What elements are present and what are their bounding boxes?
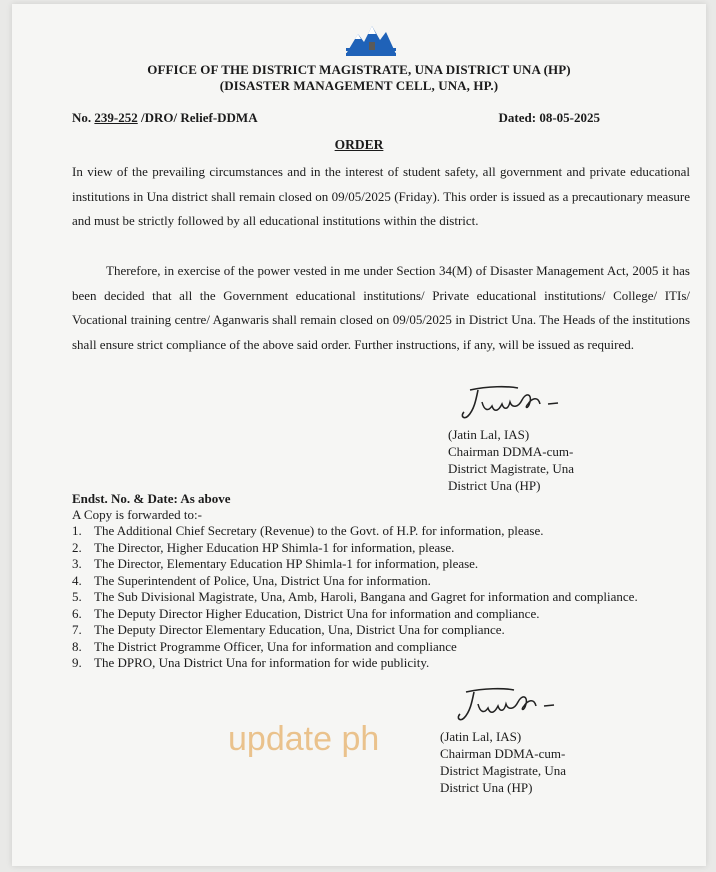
list-item-number: 1. (72, 523, 82, 538)
list-item-number: 4. (72, 572, 82, 588)
list-item-text: The Deputy Director Higher Education, District Una for information and compliance. (94, 605, 540, 621)
office-title: OFFICE OF THE DISTRICT MAGISTRATE, UNA DISTRICT UNA (HP) (147, 62, 571, 77)
order-document (12, 4, 706, 866)
endorsement-heading: Endst. No. & Date: As above (72, 491, 231, 506)
list-item (72, 540, 690, 557)
signature-image (448, 382, 578, 422)
signatory-name: (Jatin Lal, IAS) (440, 729, 522, 744)
distribution-list (72, 523, 690, 672)
list-item-text: The Director, Higher Education HP Shimla-1 for information, please. (94, 539, 455, 555)
list-item-number: 7. (72, 622, 82, 637)
order-paragraph: In view of the prevailing circumstances and in the interest of student safety, all government and private educational institutions in Una district shall remain closed on 09/05/2025 (Friday). This order is issued as a precautionary measure and must be strictly followed by all educational institutions within the district. (72, 164, 690, 228)
list-item-text: The Deputy Director Elementary Education, Una, District Una for compliance. (94, 622, 505, 637)
signatory-block (440, 728, 566, 796)
signatory-designation: District Magistrate, Una (440, 763, 566, 778)
order-paragraph: Therefore, in exercise of the power vested in me under Section 34(M) of Disaster Management Act, 2005 it has been decided that all the Government educational institutions/ Private educational institutions/ College/ ITIs/ Vocational training centre/ Aganwaris shall remain closed on 09/05/2025 in District Una. The Heads of the institutions shall ensure strict compliance of the above said order. Further instructions, if any, will be issued as required. (72, 263, 690, 352)
reference-prefix: No. (72, 110, 95, 125)
list-item-number: 8. (72, 638, 82, 654)
reference-suffix: /DRO/ Relief-DDMA (137, 110, 258, 125)
list-item-number: 3. (72, 556, 82, 571)
list-item-number: 5. (72, 589, 82, 604)
copy-forwarded-line: A Copy is forwarded to:- (72, 507, 202, 522)
list-item (72, 556, 690, 573)
signatory-name: (Jatin Lal, IAS) (448, 427, 530, 442)
list-item-text: The DPRO, Una District Una for information for wide publicity. (94, 655, 430, 670)
signatory-block (448, 426, 574, 494)
signatory-district: District Una (HP) (440, 780, 533, 795)
list-item (72, 573, 690, 590)
government-emblem-icon (342, 14, 400, 58)
list-item-text: The Additional Chief Secretary (Revenue) to the Govt. of H.P. for information, please. (94, 523, 544, 538)
list-item-number: 9. (72, 655, 82, 670)
signatory-designation: District Magistrate, Una (448, 461, 574, 476)
signatory-designation: Chairman DDMA-cum- (448, 444, 574, 459)
reference-number (72, 110, 258, 126)
list-item (72, 606, 690, 623)
order-date: Dated: 08-05-2025 (498, 110, 600, 125)
list-item-text: The Director, Elementary Education HP Shimla-1 for information, please. (94, 556, 479, 571)
signatory-designation: Chairman DDMA-cum- (440, 746, 566, 761)
signature-image (444, 684, 574, 724)
watermark-text: update ph (228, 720, 380, 758)
list-item (72, 639, 690, 656)
reference-number-value: 239-252 (94, 110, 138, 125)
list-item-text: The Sub Divisional Magistrate, Una, Amb, Haroli, Bangana and Gagret for information and compliance. (94, 589, 638, 604)
list-item-text: The Superintendent of Police, Una, District Una for information. (94, 572, 431, 588)
list-item-number: 2. (72, 539, 82, 555)
list-item (72, 655, 690, 672)
list-item (72, 523, 690, 540)
list-item (72, 589, 690, 606)
order-heading: ORDER (334, 137, 384, 152)
list-item-text: The District Programme Officer, Una for information and compliance (94, 638, 457, 654)
list-item (72, 622, 690, 639)
list-item-number: 6. (72, 605, 82, 621)
office-subtitle: (DISASTER MANAGEMENT CELL, UNA, HP.) (219, 78, 499, 93)
signatory-district: District Una (HP) (448, 478, 541, 493)
